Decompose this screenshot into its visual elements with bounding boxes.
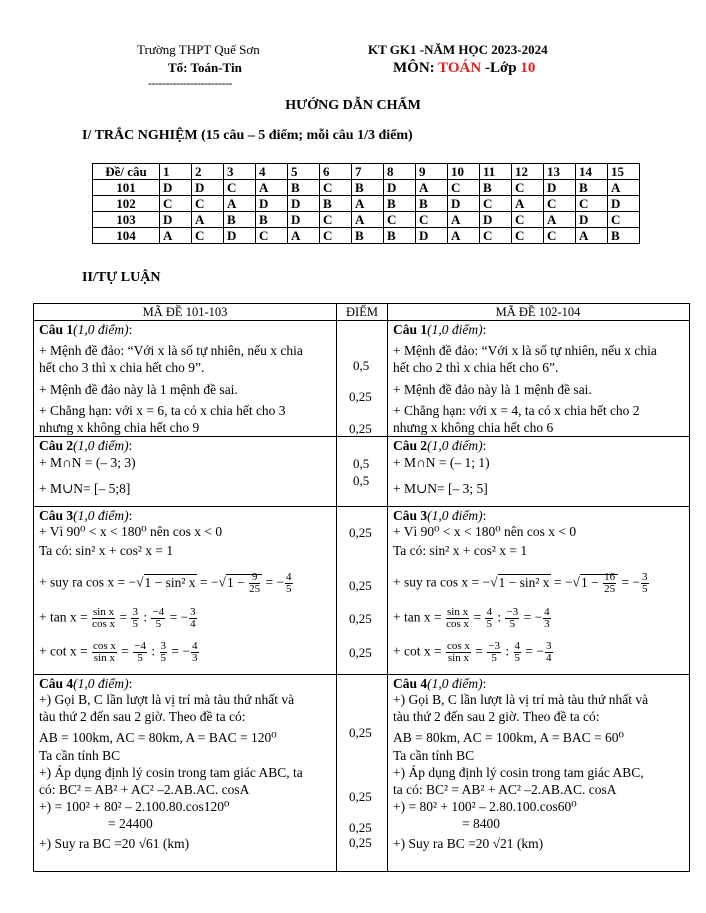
question-label: Câu 1(1,0 điểm):: [39, 322, 133, 337]
table-cell: C: [544, 228, 576, 244]
table-cell: B: [384, 228, 416, 244]
table-cell: A: [448, 212, 480, 228]
answer-line: tàu thứ 2 đến sau 2 giờ. Theo đề ta có:: [393, 709, 600, 724]
score: 0,25: [349, 389, 372, 404]
table-cell: A: [160, 228, 192, 244]
row-divider: [33, 506, 689, 507]
table-cell: 9: [416, 164, 448, 180]
answer-line: = 24400: [108, 816, 153, 831]
table-cell: D: [224, 228, 256, 244]
school-name: Trường THPT Quế Sơn: [137, 42, 260, 57]
table-cell: C: [160, 196, 192, 212]
answer-line: + Mệnh đề đảo này là 1 mệnh đề sai.: [39, 382, 238, 397]
col-divider: [336, 303, 337, 871]
col-header-right: MÃ ĐỀ 102-104: [495, 305, 581, 319]
answer-line: +) Suy ra BC =20 √61 (km): [39, 836, 190, 851]
section1-heading: I/ TRẮC NGHIỆM (15 câu – 5 điểm; mỗi câu 1/3 điểm): [82, 128, 413, 143]
answer-line: +) = 80² + 100² – 2.80.100.cos60⁰: [393, 799, 577, 814]
formula-cot: + cot x = $\frac{\text{cos x}}{\text{sin x}}$ = $\frac{-3}{5}$ : $\frac{4}{5}$ = − $\frac{3}{4}$: [393, 640, 552, 664]
table-cell: C: [512, 212, 544, 228]
table-cell: C: [224, 180, 256, 196]
answer-line: hết cho 3 thì x chia hết cho 9”.: [39, 360, 205, 375]
answer-line: +) Gọi B, C lần lượt là vị trí mà tàu thứ nhất và: [393, 692, 649, 707]
table-cell: C: [480, 228, 512, 244]
col-header-score: ĐIỂM: [346, 305, 378, 319]
answer-line: +) Áp dụng định lý cosin trong tam giác ABC,: [393, 765, 644, 780]
answer-line: + Vì 90⁰ < x < 180⁰ nên cos x < 0: [39, 524, 223, 539]
col-divider: [387, 303, 388, 871]
table-cell: C: [320, 212, 352, 228]
score: 0,5: [353, 358, 370, 373]
table-cell: A: [288, 228, 320, 244]
table-cell: 5: [288, 164, 320, 180]
table-cell: A: [352, 212, 384, 228]
question-label: Câu 2(1,0 điểm):: [39, 438, 133, 453]
table-cell: C: [576, 196, 608, 212]
answer-line: ta có: BC² = AB² + AC² –2.AB.AC. cosA: [393, 782, 617, 797]
table-cell: C: [192, 196, 224, 212]
table-cell: D: [288, 212, 320, 228]
table-cell: 15: [608, 164, 640, 180]
table-row: [93, 212, 640, 228]
table-cell: D: [608, 196, 640, 212]
answer-line: + Mệnh đề đảo: “Với x là số tự nhiên, nếu x chia: [393, 343, 657, 358]
table-cell: 103: [93, 212, 160, 228]
score: 0,25: [349, 645, 372, 660]
table-cell: D: [160, 212, 192, 228]
table-cell: D: [160, 180, 192, 196]
table-cell: 8: [384, 164, 416, 180]
table-cell: C: [512, 180, 544, 196]
table-header-row: [93, 164, 640, 180]
table-cell: 13: [544, 164, 576, 180]
score: 0,25: [349, 725, 372, 740]
answer-line: +) Áp dụng định lý cosin trong tam giác ABC, ta: [39, 765, 303, 780]
question-label: Câu 3(1,0 điểm):: [393, 508, 487, 523]
table-cell: A: [544, 212, 576, 228]
score: 0,25: [349, 421, 372, 436]
table-cell: D: [576, 212, 608, 228]
grade-number: 10: [520, 60, 536, 76]
answer-line: Ta có: sin² x + cos² x = 1: [39, 543, 174, 558]
table-cell: Đề/ câu: [93, 164, 160, 180]
table-cell: C: [448, 180, 480, 196]
table-cell: A: [448, 228, 480, 244]
table-cell: B: [352, 180, 384, 196]
subject-sep: -: [481, 60, 490, 76]
table-cell: 14: [576, 164, 608, 180]
table-cell: D: [256, 196, 288, 212]
answer-line: + Mệnh đề đảo này là 1 mệnh đề sai.: [393, 382, 592, 397]
table-cell: B: [256, 212, 288, 228]
score: 0,5: [353, 473, 370, 488]
table-cell: 4: [256, 164, 288, 180]
score: 0,25: [349, 820, 372, 835]
table-cell: C: [512, 228, 544, 244]
table-cell: B: [608, 228, 640, 244]
answer-line: hết cho 2 thì x chia hết cho 6”.: [393, 360, 559, 375]
table-cell: 11: [480, 164, 512, 180]
table-cell: D: [416, 228, 448, 244]
table-cell: B: [320, 196, 352, 212]
answer-line: nhưng x không chia hết cho 9: [39, 420, 200, 435]
question-label: Câu 4(1,0 điểm):: [39, 676, 133, 691]
table-cell: 104: [93, 228, 160, 244]
divider-dashes: ------------------------: [148, 76, 232, 90]
formula-tan: + tan x = $\frac{\text{sin x}}{\text{cos x}}$ = $\frac{3}{5}$ : $\frac{-4}{5}$ = − $\frac{3}{4}$: [39, 606, 196, 630]
score: 0,25: [349, 789, 372, 804]
question-label: Câu 3(1,0 điểm):: [39, 508, 133, 523]
table-cell: 101: [93, 180, 160, 196]
table-cell: D: [288, 196, 320, 212]
table-cell: A: [256, 180, 288, 196]
answer-line: nhưng x không chia hết cho 6: [393, 420, 554, 435]
score: 0,25: [349, 611, 372, 626]
row-divider: [33, 320, 689, 321]
table-cell: C: [416, 212, 448, 228]
table-cell: A: [512, 196, 544, 212]
table-cell: A: [608, 180, 640, 196]
table-cell: 3: [224, 164, 256, 180]
answer-line: +) = 100² + 80² – 2.100.80.cos120⁰: [39, 799, 230, 814]
answer-line: AB = 100km, AC = 80km, A = BAC = 120⁰: [39, 730, 277, 745]
answer-line: + M∩N = (– 3; 3): [39, 455, 136, 470]
page-title: HƯỚNG DẪN CHẤM: [285, 98, 421, 113]
answer-line: + Mệnh đề đảo: “Với x là số tự nhiên, nếu x chia: [39, 343, 303, 358]
table-cell: 1: [160, 164, 192, 180]
table-cell: D: [480, 212, 512, 228]
table-cell: C: [480, 196, 512, 212]
table-cell: A: [224, 196, 256, 212]
answer-line: + M∪N= [– 5;8]: [39, 481, 131, 496]
table-cell: A: [576, 228, 608, 244]
table-row: [93, 228, 640, 244]
table-cell: C: [608, 212, 640, 228]
col-header-left: MÃ ĐỀ 101-103: [142, 305, 228, 319]
table-cell: D: [544, 180, 576, 196]
answer-line: tàu thứ 2 đến sau 2 giờ. Theo đề ta có:: [39, 709, 246, 724]
table-cell: A: [416, 180, 448, 196]
answer-table: [92, 163, 640, 244]
answer-line: +) Gọi B, C lần lượt là vị trí mà tàu thứ nhất và: [39, 692, 295, 707]
question-label: Câu 4(1,0 điểm):: [393, 676, 487, 691]
answer-line: + Chẳng hạn: với x = 6, ta có x chia hết cho 3: [39, 403, 286, 418]
question-label: Câu 1(1,0 điểm):: [393, 322, 487, 337]
answer-line: Ta cần tính BC: [39, 748, 121, 763]
answer-line: + Chẳng hạn: với x = 4, ta có x chia hết cho 2: [393, 403, 640, 418]
subject-line: [393, 60, 535, 77]
table-cell: C: [320, 180, 352, 196]
formula-tan: + tan x = $\frac{\text{sin x}}{\text{cos x}}$ = $\frac{4}{5}$ : $\frac{-3}{5}$ = − $\frac{4}{3}$: [393, 606, 550, 630]
table-cell: D: [192, 180, 224, 196]
table-cell: C: [256, 228, 288, 244]
answer-line: + M∪N= [– 3; 5]: [393, 481, 488, 496]
score: 0,25: [349, 578, 372, 593]
exam-title: KT GK1 -NĂM HỌC 2023-2024: [368, 42, 548, 57]
answer-line: +) Suy ra BC =20 √21 (km): [393, 836, 544, 851]
table-cell: B: [288, 180, 320, 196]
table-cell: A: [352, 196, 384, 212]
answer-line: AB = 80km, AC = 100km, A = BAC = 60⁰: [393, 730, 624, 745]
table-cell: B: [224, 212, 256, 228]
table-cell: B: [416, 196, 448, 212]
score: 0,25: [349, 835, 372, 850]
formula-cot: + cot x = $\frac{\text{cos x}}{\text{sin x}}$ = $\frac{-4}{5}$ : $\frac{3}{5}$ = − $\frac{4}{3}$: [39, 640, 198, 664]
table-cell: D: [384, 180, 416, 196]
answer-line: = 8400: [462, 816, 500, 831]
table-row: [93, 180, 640, 196]
subject-prefix: MÔN:: [393, 60, 439, 76]
table-cell: B: [384, 196, 416, 212]
table-cell: C: [384, 212, 416, 228]
table-cell: C: [192, 228, 224, 244]
table-row: [93, 196, 640, 212]
grade: Lớp: [489, 60, 521, 76]
answer-line: Ta cần tính BC: [393, 748, 475, 763]
table-cell: A: [192, 212, 224, 228]
formula-cos: + suy ra cos x = −√1 − sin² x = −√1 − $\frac{16}{25}$ = − $\frac{3}{5}$: [393, 571, 648, 595]
question-label: Câu 2(1,0 điểm):: [393, 438, 487, 453]
table-cell: B: [352, 228, 384, 244]
table-cell: 7: [352, 164, 384, 180]
table-cell: D: [448, 196, 480, 212]
answer-line: + Vì 90⁰ < x < 180⁰ nên cos x < 0: [393, 524, 577, 539]
score: 0,5: [353, 456, 370, 471]
row-divider: [33, 674, 689, 675]
subject-name: TOÁN: [438, 60, 482, 76]
score: 0,25: [349, 525, 372, 540]
table-cell: 102: [93, 196, 160, 212]
formula-cos: + suy ra cos x = −√1 − sin² x = −√1 − $\frac{9}{25}$ = − $\frac{4}{5}$: [39, 571, 292, 595]
department: Tổ: Toán-Tin: [168, 60, 242, 75]
table-cell: 12: [512, 164, 544, 180]
section2-heading: II/TỰ LUẬN: [82, 270, 161, 285]
table-cell: 2: [192, 164, 224, 180]
table-cell: C: [544, 196, 576, 212]
table-cell: C: [320, 228, 352, 244]
table-cell: 6: [320, 164, 352, 180]
table-cell: B: [576, 180, 608, 196]
table-cell: B: [480, 180, 512, 196]
table-cell: 10: [448, 164, 480, 180]
answer-line: có: BC² = AB² + AC² –2.AB.AC. cosA: [39, 782, 250, 797]
answer-line: + M∩N = (– 1; 1): [393, 455, 490, 470]
answer-line: Ta có: sin² x + cos² x = 1: [393, 543, 528, 558]
